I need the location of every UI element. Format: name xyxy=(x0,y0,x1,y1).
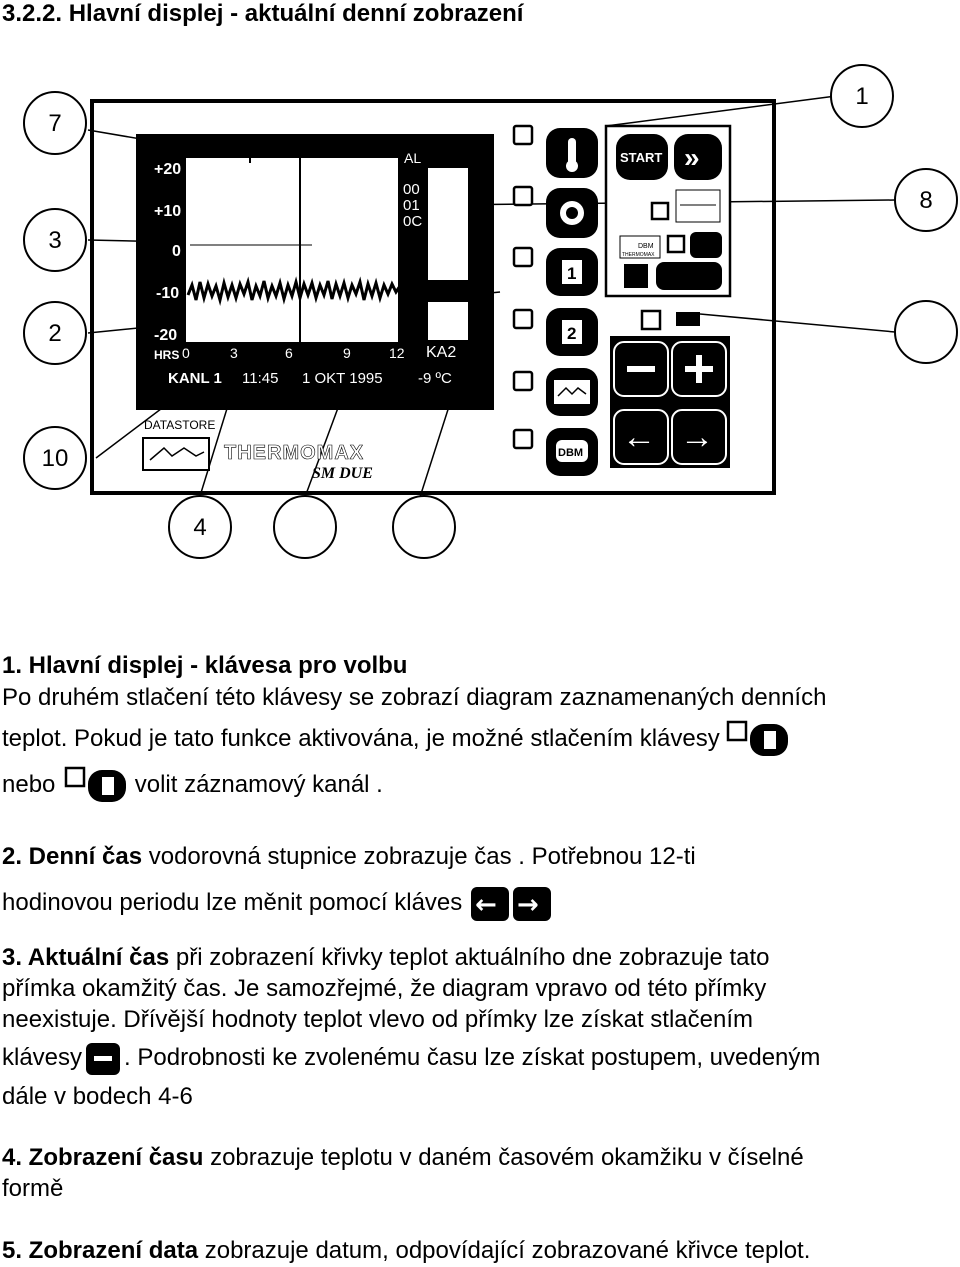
small-led xyxy=(652,203,668,219)
mini-thermomax-label: THERMOMAX xyxy=(622,252,655,258)
section-4-line: formě xyxy=(2,1175,64,1202)
x-tick: 12 xyxy=(389,345,405,361)
side-value: 01 xyxy=(403,197,420,214)
forward-icon: » xyxy=(684,142,700,173)
graph-icon xyxy=(676,190,720,222)
x-tick: 0 xyxy=(182,345,190,361)
section-heading: 3.2.2. Hlavní displej - aktuální denní zobrazení xyxy=(2,0,524,27)
callout-2-label: 2 xyxy=(48,320,62,347)
section-3-line: neexistuje. Dřívější hodnoty teplot vlevo od přímky lze získat stlačením xyxy=(2,1006,753,1033)
callout-empty xyxy=(274,496,336,558)
small-led xyxy=(642,311,660,329)
level-bar-fill xyxy=(428,280,468,302)
plot-area xyxy=(186,157,398,342)
section-3-text: při zobrazení křivky teplot aktuálního dne zobrazuje tato xyxy=(169,944,770,971)
section-3 xyxy=(2,942,820,1112)
section-4-title: 4. Zobrazení času xyxy=(2,1144,204,1171)
section-2-title: 2. Denní čas xyxy=(2,843,143,870)
section-3-title: 3. Aktuální čas xyxy=(2,944,170,971)
section-1-line: Po druhém stlačení této klávesy se zobrazí diagram zaznamenaných denních xyxy=(2,684,827,711)
start-label: START xyxy=(620,150,663,165)
model-name: SM DUE xyxy=(312,465,373,482)
y-label: +20 xyxy=(154,161,182,178)
key-led xyxy=(514,372,532,390)
callout-8-label: 8 xyxy=(919,187,933,214)
key-led xyxy=(514,248,532,266)
mini-dbm-label: DBM xyxy=(638,243,654,250)
section-3-line: dále v bodech 4-6 xyxy=(2,1083,193,1110)
key-led xyxy=(514,430,532,448)
svg-text:→: → xyxy=(516,889,539,920)
datastore-label: DATASTORE xyxy=(144,418,216,432)
book-key xyxy=(656,262,722,290)
arrow-keys-icon xyxy=(469,885,553,923)
key-led xyxy=(514,187,532,205)
callout-empty xyxy=(393,496,455,558)
section-2 xyxy=(2,834,696,926)
section-4-text: zobrazuje teplotu v daném časovém okamžiku v číselné xyxy=(203,1144,804,1171)
callout-empty xyxy=(895,301,957,363)
right-arrow-icon: → xyxy=(680,418,714,456)
section-1-line: teplot. Pokud je tato funkce aktivována, je možné stlačením klávesy xyxy=(2,725,720,752)
key-led xyxy=(514,310,532,328)
y-label: -20 xyxy=(154,327,178,344)
brand-logo: THERMOMAX xyxy=(224,442,365,464)
side-value: 00 xyxy=(403,181,420,198)
callout-10-label: 10 xyxy=(41,445,69,472)
datastore-mini-icon xyxy=(554,380,590,404)
x-tick: 9 xyxy=(343,345,351,361)
light-key xyxy=(690,232,722,258)
channel-code: KA2 xyxy=(426,344,457,361)
callout-3-label: 3 xyxy=(48,227,62,254)
callout-4-label: 4 xyxy=(193,514,207,541)
small-led xyxy=(668,236,684,252)
key-1-label: 1 xyxy=(567,264,577,283)
hand-icon xyxy=(624,264,648,288)
section-5-text: zobrazuje datum, odpovídající zobrazované křivce teplot. xyxy=(198,1237,811,1264)
section-1-line: volit záznamový kanál . xyxy=(134,771,383,798)
callout-7-label: 7 xyxy=(48,110,62,137)
hrs-label: HRS xyxy=(154,348,180,362)
x-tick: 6 xyxy=(285,345,293,361)
callout-1-label: 1 xyxy=(855,83,869,110)
section-4 xyxy=(2,1142,804,1204)
section-3-line: klávesy xyxy=(2,1044,83,1071)
section-3-line: přímka okamžitý čas. Je samozřejmé, že diagram vpravo od této přímky xyxy=(2,975,767,1002)
lamp-icon xyxy=(676,312,700,326)
status-temp: -9 ºC xyxy=(418,370,452,387)
section-3-line: . Podrobnosti ke zvolenému času lze získat postupem, uvedeným xyxy=(124,1044,821,1071)
section-2-text: vodorovná stupnice zobrazuje čas . Potřebnou 12-ti xyxy=(142,843,696,870)
side-top-label: AL xyxy=(404,150,422,166)
y-label: 0 xyxy=(172,243,181,260)
minus-icon xyxy=(627,366,655,372)
y-label: -10 xyxy=(156,285,180,302)
section-2-line: hodinovou periodu lze měnit pomocí kláves xyxy=(2,889,463,916)
section-1-title: 1. Hlavní displej - klávesa pro volbu xyxy=(2,652,408,679)
level-bar xyxy=(428,168,468,340)
key-led xyxy=(514,126,532,144)
key-2-label: 2 xyxy=(567,324,577,343)
minus-key-icon xyxy=(82,1041,124,1077)
status-date: 1 OKT 1995 xyxy=(302,370,383,387)
section-1 xyxy=(2,650,826,714)
section-1-cont xyxy=(2,716,792,808)
device-diagram xyxy=(0,0,960,620)
y-label: +10 xyxy=(154,203,182,220)
section-1-line: nebo xyxy=(2,771,56,798)
side-value: 0C xyxy=(403,213,423,230)
left-arrow-icon: ← xyxy=(622,418,656,456)
dbm-key-label: DBM xyxy=(558,447,584,459)
key-1-icon xyxy=(726,720,792,760)
status-time: 11:45 xyxy=(242,370,279,387)
x-tick: 3 xyxy=(230,345,238,361)
key-2-icon xyxy=(62,766,128,806)
status-channel: KANL 1 xyxy=(168,370,222,387)
svg-text:←: ← xyxy=(474,889,497,920)
section-5-title: 5. Zobrazení data xyxy=(2,1237,199,1264)
section-5 xyxy=(2,1235,810,1267)
